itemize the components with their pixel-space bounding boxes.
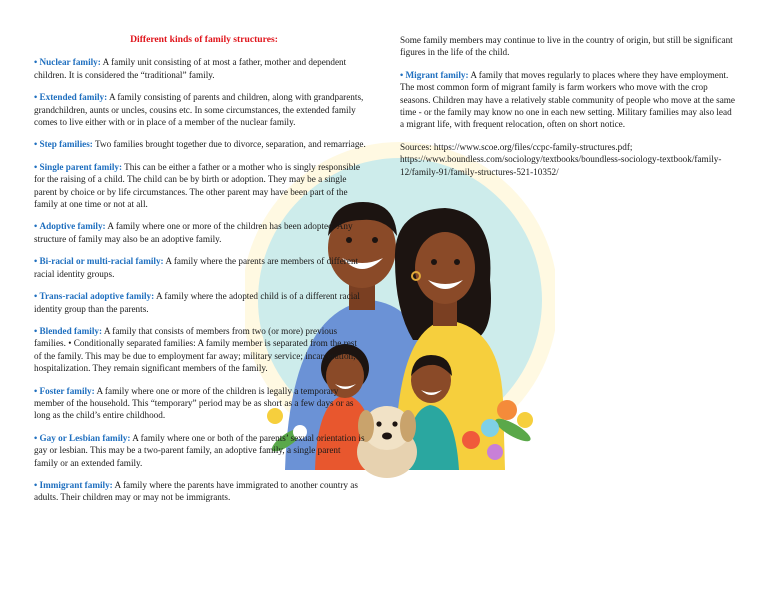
family-type-description: Two families brought together due to divorce, separation, and remarriage. [92, 139, 366, 150]
family-type-term: Gay or Lesbian family: [39, 432, 131, 443]
family-type-entry [34, 220, 366, 245]
family-type-entry [34, 432, 366, 469]
family-type-term: Nuclear family: [39, 57, 101, 68]
family-type-term: Immigrant family: [39, 479, 113, 490]
bullet-icon: • [400, 69, 404, 80]
family-type-entry [34, 385, 366, 422]
family-type-term: Blended family: [39, 325, 103, 336]
family-type-term: Trans-racial adoptive family: [39, 291, 155, 302]
bullet-icon: • [34, 479, 38, 490]
family-type-entry [400, 69, 736, 131]
family-type-term: Foster family: [39, 385, 95, 396]
family-type-description: A family where the parents are members of different racial identity groups. [34, 256, 359, 279]
left-column [34, 34, 366, 514]
family-type-entry [34, 290, 366, 315]
family-type-description: A family where one or more of the children is legally a temporary member of the household. This “temporary” period may be as short as a few days or as long as the child’s entire childhood. [34, 385, 354, 421]
family-type-entry [34, 56, 366, 81]
family-type-description: A family where one or more of the children has been adopted. Any structure of family may also be an adoptive family. [34, 221, 353, 244]
sources-text: Sources: https://www.scoe.org/files/ccpc-family-structures.pdf; https://www.boundless.com/sociology/textbooks/boundless-sociology-textbook/family-12/family-91/family-structures-521-10352/ [400, 141, 722, 177]
dog-figure [357, 406, 417, 478]
right-intro: Some family members may continue to live in the country of origin, but still be significant figures in the life of the child. [400, 35, 733, 58]
family-type-description: A family where one or both of the parents’ sexual orientation is gay or lesbian. This may be a two-parent family, an adoptive family, a single parent family or an extended family. [34, 432, 365, 468]
bullet-icon: • [34, 92, 38, 103]
family-type-description: A family where the adopted child is of a different racial identity group than the parents. [34, 291, 360, 314]
family-type-term: Migrant family: [405, 69, 469, 80]
bullet-icon: • [34, 432, 38, 443]
bullet-icon: • [34, 57, 38, 68]
bullet-icon: • [34, 291, 38, 302]
family-type-entry [34, 325, 366, 375]
bullet-icon: • [34, 256, 38, 267]
family-type-description: A family where the parents have immigrated to another country as adults. Their children may or may not be immigrants. [34, 479, 358, 503]
bullet-icon: • [34, 161, 38, 172]
family-type-term: Single parent family: [39, 161, 123, 172]
bullet-icon: • [34, 139, 38, 150]
document-title: Different kinds of family structures: [130, 34, 278, 45]
family-type-term: Extended family: [39, 92, 108, 103]
bullet-icon: • [34, 325, 38, 336]
family-type-entry [34, 91, 366, 128]
family-type-description: A family consisting of parents and children, along with grandparents, grandchildren, aunts or uncles, cousins etc. In some circumstances, the extended family comes to live either with or in place of a member of the nuclear family. [34, 92, 364, 128]
right-column [400, 34, 736, 178]
family-type-term: Step families: [39, 139, 93, 150]
family-type-description: A family unit consisting of at most a father, mother and dependent children. It is considered the “traditional” family. [34, 57, 347, 80]
family-type-entry [34, 479, 366, 504]
right-entries [400, 69, 736, 131]
family-type-term: Bi-racial or multi-racial family: [39, 256, 164, 267]
bullet-icon: • [34, 221, 38, 232]
left-entries [34, 56, 366, 503]
family-type-description: A family that moves regularly to places where they have employment. The most common form of migrant family is farm workers who move with the crop seasons. Children may have a relatively stable community of people who move at the same time - or the family may know no one in each new setting. Military families may also lead a migrant life, with frequent relocation, often on short notice. [400, 69, 735, 130]
family-type-entry [34, 161, 366, 211]
family-type-entry [34, 138, 366, 150]
bullet-icon: • [34, 385, 38, 396]
family-type-description: A family that consists of members from two (or more) previous families. • Conditionally separated families: A family member is separated from the rest of the family. This may be due to employment far away; military service; incarceration; hospitalization. They remain significant members of the family. [34, 325, 357, 374]
family-type-description: This can be either a father or a mother who is singly responsible for the raising of a child. The child can be by birth or adoption. They may be a single parent by choice or by life circumstances. The other parent may have been part of the family at one time or not at all. [34, 161, 360, 210]
family-type-entry [34, 255, 366, 280]
family-type-term: Adoptive family: [39, 221, 106, 232]
